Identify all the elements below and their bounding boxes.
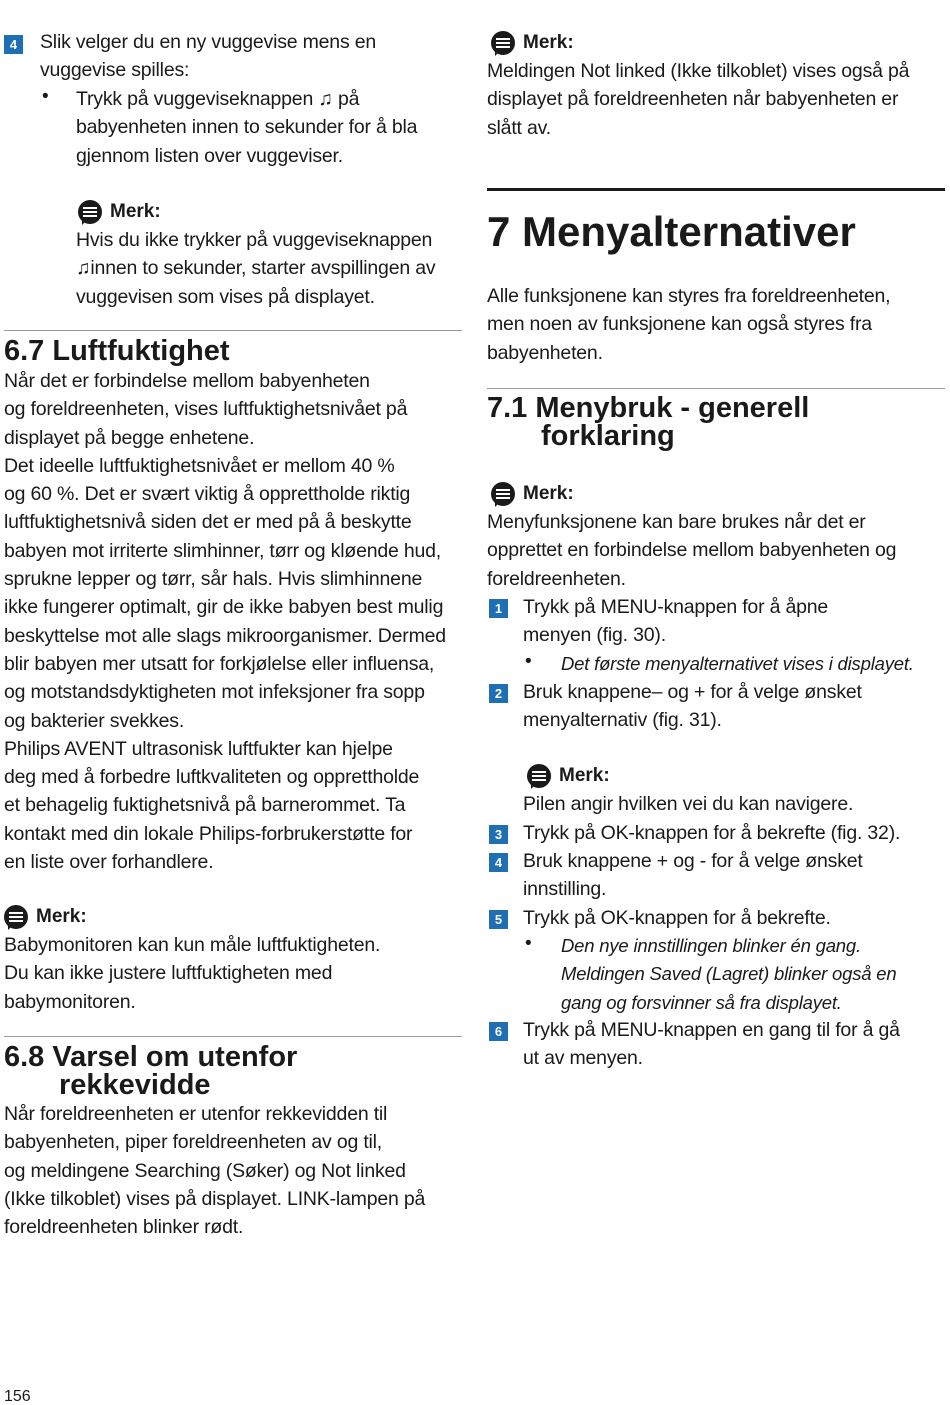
step-text: Trykk på MENU-knappen en gang til for å gå ut av menyen. (523, 1019, 900, 1070)
section-title-6-7: 6.7 Luftfuktighet (4, 335, 230, 367)
body-line: babyen mot irriterte slimhinner, tørr og kløende hud, (4, 539, 442, 562)
step-number-1: 1 (489, 599, 508, 618)
bullet-text: Trykk på vuggeviseknappen ♫ på babyenheten innen to sekunder for å bla gjennom listen over vuggeviser. (76, 88, 418, 167)
body-line: (Ikke tilkoblet) vises på displayet. LINK-lampen på (4, 1187, 426, 1210)
body-line: Når foreldreenheten er utenfor rekkevidden til (4, 1103, 388, 1125)
body-line: Alle funksjonene kan styres fra foreldreenheten, (487, 285, 891, 307)
step-number-5: 5 (489, 910, 508, 929)
note-line: Menyfunksjonene kan bare brukes når det er (487, 511, 866, 533)
step-number-4: 4 (4, 35, 23, 54)
note-line: displayet på foreldreenheten når babyenheten er (487, 88, 899, 111)
bullet-text: Den nye innstillingen blinker én gang. Meldingen Saved (Lagret) blinker også en gang og forsvinner så fra displayet. (561, 935, 897, 1013)
body-line: kontakt med din lokale Philips-forbrukerstøtte for (4, 822, 413, 845)
note-line: foreldreenheten. (487, 567, 626, 590)
body-line: beskyttelse mot alle slags mikroorganismer. Dermed (4, 624, 446, 647)
note-line: Du kan ikke justere luftfuktigheten med (4, 962, 333, 985)
step-number-6: 6 (489, 1022, 508, 1041)
section-title-6-8: 6.8 Varsel om utenfor rekkevidde (4, 1041, 298, 1101)
section-title-7-1: 7.1 Menybruk - generell forklaring (487, 392, 810, 452)
chapter-divider (487, 188, 945, 191)
note-heading: Merk: (4, 905, 87, 929)
body-line: men noen av funksjonene kan også styres fra (487, 313, 872, 336)
body-line: blir babyen mer utsatt for forkjølelse eller influensa, (4, 652, 435, 675)
note-text: Pilen angir hvilken vei du kan navigere. (523, 793, 854, 815)
note-heading: Merk: (491, 31, 574, 55)
step-text: Slik velger du en ny vuggevise mens en vuggevise spilles: (40, 31, 377, 82)
body-line: sprukne lepper og tørr, sår hals. Hvis slimhinnene (4, 568, 423, 591)
chapter-title: 7 Menyalternativer (487, 208, 856, 255)
note-text (4, 931, 380, 1016)
note-line: opprettet en forbindelse mellom babyenheten og (487, 539, 897, 562)
step-number-3: 3 (489, 825, 508, 844)
section-divider (4, 330, 462, 331)
section-divider (487, 388, 945, 389)
note-line: Babymonitoren kan kun måle luftfuktigheten. (4, 934, 381, 956)
bullet-text: Det første menyalternativet vises i displayet. (561, 653, 914, 674)
body-line: babyenheten. (487, 341, 603, 364)
body-line: et behagelig fuktighetsnivå på barnerommet. Ta (4, 794, 406, 817)
section-body-6-8 (4, 1100, 425, 1241)
step-number-4: 4 (489, 853, 508, 872)
note-heading: Merk: (491, 482, 574, 506)
note-heading: Merk: (527, 764, 610, 788)
section-body-6-7 (4, 367, 466, 876)
step-text: Trykk på MENU-knappen for å åpne menyen (fig. 30). (523, 596, 829, 647)
note-text (487, 508, 896, 593)
body-line: en liste over forhandlere. (4, 851, 214, 874)
note-icon (527, 764, 551, 788)
step-text: Trykk på OK-knappen for å bekrefte. (523, 907, 831, 929)
note-icon (491, 482, 515, 506)
step-text: Bruk knappene + og - for å velge ønsket innstilling. (523, 850, 863, 901)
note-heading: Merk: (78, 200, 161, 224)
body-line: Når det er forbindelse mellom babyenheten (4, 370, 370, 392)
body-line: deg med å forbedre luftkvaliteten og opprettholde (4, 766, 420, 789)
body-line: foreldreenheten blinker rødt. (4, 1216, 244, 1239)
body-line: babyenheten, piper foreldreenheten av og til, (4, 1131, 383, 1154)
body-line: og foreldreenheten, vises luftfuktighetsnivået på (4, 398, 408, 421)
bullet-dot: • (525, 933, 532, 954)
step-number-2: 2 (489, 684, 508, 703)
body-line: ikke fungerer optimalt, gir de ikke babyen best mulig (4, 596, 444, 619)
note-text: Hvis du ikke trykker på vuggeviseknappen ♫innen to sekunder, starter avspillingen av vuggevisen som vises på displayet. (76, 229, 436, 308)
page-number: 156 (4, 1388, 31, 1405)
note-line: Meldingen Not linked (Ikke tilkoblet) vises også på (487, 60, 910, 82)
note-line: slått av. (487, 116, 551, 139)
chapter-intro (487, 282, 890, 367)
note-icon (491, 31, 515, 55)
bullet-dot: • (42, 86, 49, 107)
body-line: luftfuktighetsnivå siden det er med på å beskytte (4, 511, 412, 534)
body-line: og bakterier svekkes. (4, 709, 185, 732)
note-text (487, 57, 909, 142)
note-line: babymonitoren. (4, 990, 136, 1013)
section-divider (4, 1036, 462, 1037)
body-line: Philips AVENT ultrasonisk luftfukter kan hjelpe (4, 737, 393, 760)
body-line: displayet på begge enhetene. (4, 426, 255, 449)
step-text: Bruk knappene– og + for å velge ønsket menyalternativ (fig. 31). (523, 681, 862, 732)
note-icon (78, 200, 102, 224)
body-line: og 60 %. Det er svært viktig å opprettholde riktig (4, 483, 411, 506)
bullet-dot: • (525, 651, 532, 672)
body-line: og meldingene Searching (Søker) og Not linked (4, 1159, 406, 1182)
body-line: og motstandsdyktigheten mot infeksjoner fra sopp (4, 681, 425, 704)
step-text: Trykk på OK-knappen for å bekrefte (fig. 32). (523, 822, 901, 844)
body-line: Det ideelle luftfuktighetsnivået er mellom 40 % (4, 454, 395, 477)
note-icon (4, 905, 28, 929)
